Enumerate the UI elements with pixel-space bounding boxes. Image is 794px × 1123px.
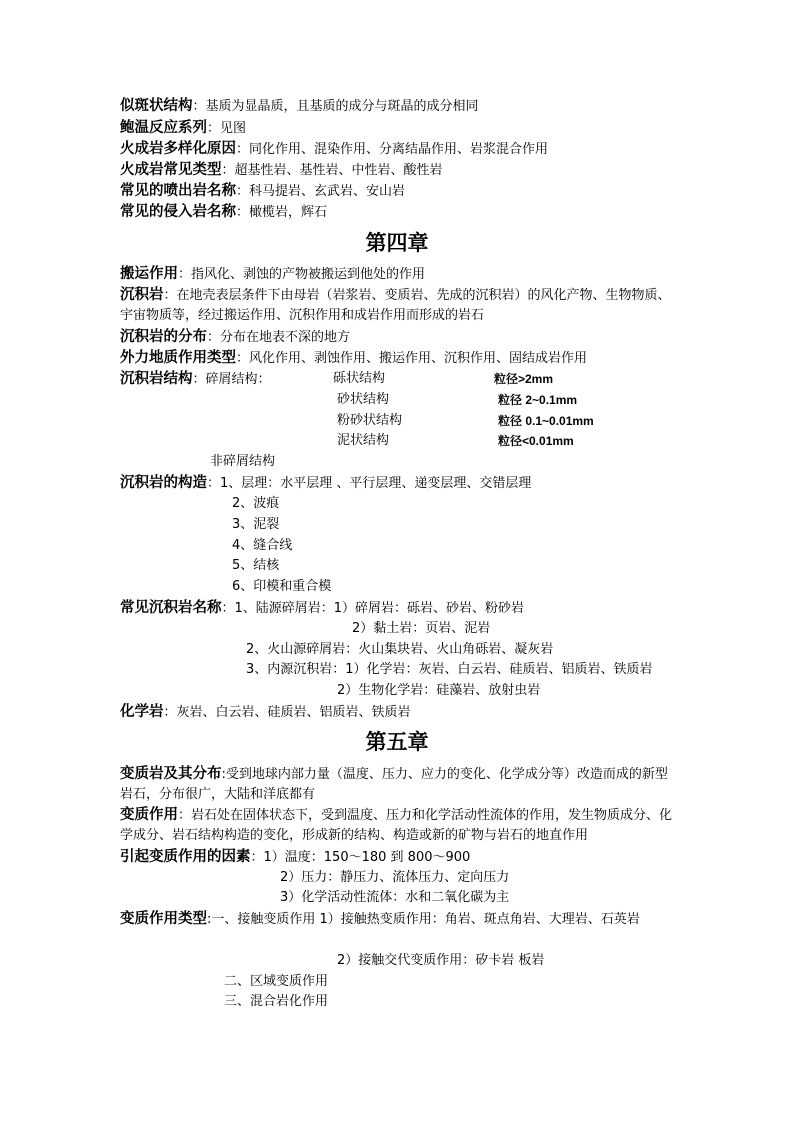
definition: 受到地球内部力量（温度、压力、应力的变化、化学成分等）改造而成的新型岩石，分布很广，大陆和洋底都有 <box>120 767 668 802</box>
def-line <box>120 264 425 285</box>
def-line <box>120 160 443 181</box>
list-item: 2）接触交代变质作用：矽卡岩 板岩 <box>337 953 545 968</box>
chapter-heading: 第四章 <box>365 230 429 255</box>
sep: ： <box>221 163 235 178</box>
sep: ： <box>178 267 192 282</box>
term: 外力地质作用类型 <box>120 350 236 366</box>
def-paragraph <box>120 764 676 805</box>
definition: 指风化、剥蚀的产物被搬运到他处的作用 <box>191 267 426 282</box>
definition: 橄榄岩，辉石 <box>249 205 328 220</box>
grain-size: 粒径<0.01mm <box>498 434 574 448</box>
sep: ： <box>163 705 177 720</box>
term: 沉积岩的分布 <box>120 329 207 345</box>
definition: 同化作用、混染作用、分离结晶作用、岩浆混合作用 <box>249 142 549 157</box>
term: 常见沉积岩名称 <box>120 600 222 616</box>
def-line <box>120 702 411 723</box>
def-line <box>120 327 350 348</box>
chapter-heading: 第五章 <box>365 729 429 754</box>
term: 似斑状结构 <box>120 98 193 114</box>
list-item: 2）黏土岩：页岩、泥岩 <box>352 621 491 636</box>
list-item: 3）化学活动性流体：水和二氧化碳为主 <box>280 890 510 905</box>
sep: ： <box>236 184 250 199</box>
definition: 岩石处在固体状态下，受到温度、压力和化学活动性流体的作用，发生物质成分、化学成分、岩石结构构造的变化，形成新的结构、构造或新的矿物与岩石的地直作用 <box>120 808 673 843</box>
sep: ： <box>192 372 206 387</box>
definition: 风化作用、剥蚀作用、搬运作用、沉积作用、固结成岩作用 <box>249 351 588 366</box>
sep: ： <box>250 850 264 865</box>
sep: ： <box>236 205 250 220</box>
term: 变质作用类型 <box>120 911 207 927</box>
sep: ： <box>221 601 235 616</box>
term: 搬运作用 <box>120 266 178 282</box>
definition: 基质为显晶质，且基质的成分与斑晶的成分相同 <box>205 99 479 114</box>
term: 火成岩常见类型 <box>120 162 222 178</box>
term: 化学岩 <box>120 704 164 720</box>
term: 沉积岩的构造 <box>120 475 207 491</box>
clastic-label: 碎屑结构： <box>205 372 271 387</box>
def-paragraph <box>120 805 676 846</box>
factors-heading <box>120 847 470 868</box>
structure-heading <box>120 369 271 390</box>
list-item: 4、缝合线 <box>232 538 293 553</box>
structure-name: 砾状结构 <box>333 371 386 386</box>
definition: 科马提岩、玄武岩、安山岩 <box>249 184 406 199</box>
def-paragraph <box>120 285 676 326</box>
term: 变质岩及其分布 <box>120 766 222 782</box>
list-item: 3、内源沉积岩：1）化学岩：灰岩、白云岩、硅质岩、铝质岩、铁质岩 <box>246 662 653 677</box>
term: 鲍温反应系列 <box>120 120 207 136</box>
sep: : <box>221 767 226 782</box>
structure-name: 泥状结构 <box>337 433 390 448</box>
types-heading <box>120 909 676 930</box>
structure-name: 砂状结构 <box>337 392 390 407</box>
term: 引起变质作用的因素 <box>120 849 251 865</box>
list-item: 一、接触变质作用 1）接触热变质作用：角岩、斑点角岩、大理岩、石英岩 <box>211 912 640 927</box>
def-line <box>120 96 479 117</box>
list-item: 2）生物化学岩：硅藻岩、放射虫岩 <box>337 683 541 698</box>
sep: ： <box>178 808 192 823</box>
term: 沉积岩 <box>120 287 164 303</box>
list-item: 5、结核 <box>232 558 280 573</box>
def-line <box>120 202 327 223</box>
sep: ： <box>192 99 206 114</box>
grain-size: 粒径>2mm <box>494 372 554 386</box>
sep: ： <box>163 288 177 303</box>
term: 变质作用 <box>120 807 178 823</box>
list-item: 2、波痕 <box>232 496 280 511</box>
list-item: 1、陆源碎屑岩：1）碎屑岩：砾岩、砂岩、粉砂岩 <box>234 601 525 616</box>
sep: ： <box>236 142 250 157</box>
definition: 在地壳表层条件下由母岩（岩浆岩、变质岩、先成的沉积岩）的风化产物、生物物质、宇宙物质等，经过搬运作用、沉积作用和成岩作用而形成的岩石 <box>120 288 671 323</box>
term: 常见的侵入岩名称 <box>120 204 236 220</box>
term: 常见的喷出岩名称 <box>120 183 236 199</box>
list-item: 1）温度：150～180 到 800～900 <box>263 850 471 865</box>
nonclastic-label: 非碎屑结构 <box>210 454 276 469</box>
sep: ： <box>207 476 221 491</box>
sep: ： <box>207 330 221 345</box>
def-line <box>120 348 587 369</box>
sep: ： <box>207 121 221 136</box>
grain-size: 粒径 2~0.1mm <box>498 393 578 407</box>
list-item: 6、印模和重合模 <box>232 579 332 594</box>
term: 沉积岩结构 <box>120 371 193 387</box>
definition: 见图 <box>220 121 247 136</box>
structure-name: 粉砂状结构 <box>337 413 403 428</box>
list-item: 三、混合岩化作用 <box>224 994 329 1009</box>
list-item: 3、泥裂 <box>232 517 280 532</box>
def-line <box>120 181 405 202</box>
sep: ： <box>236 351 250 366</box>
list-item: 1、层理：水平层理 、平行层理、递变层理、交错层理 <box>220 476 532 491</box>
sep: : <box>207 912 212 927</box>
grain-size: 粒径 0.1~0.01mm <box>498 414 594 428</box>
names-heading <box>120 598 524 619</box>
definition: 分布在地表不深的地方 <box>220 330 351 345</box>
def-line <box>120 139 548 160</box>
term: 火成岩多样化原因 <box>120 141 236 157</box>
definition: 超基性岩、基性岩、中性岩、酸性岩 <box>234 163 443 178</box>
def-line <box>120 118 246 139</box>
list-item: 二、区域变质作用 <box>224 974 329 989</box>
definition: 灰岩、白云岩、硅质岩、铝质岩、铁质岩 <box>176 705 411 720</box>
list-item: 2、火山源碎屑岩：火山集块岩、火山角砾岩、凝灰岩 <box>246 642 554 657</box>
list-item: 2）压力：静压力、流体压力、定向压力 <box>280 870 510 885</box>
construct-heading <box>120 473 531 494</box>
